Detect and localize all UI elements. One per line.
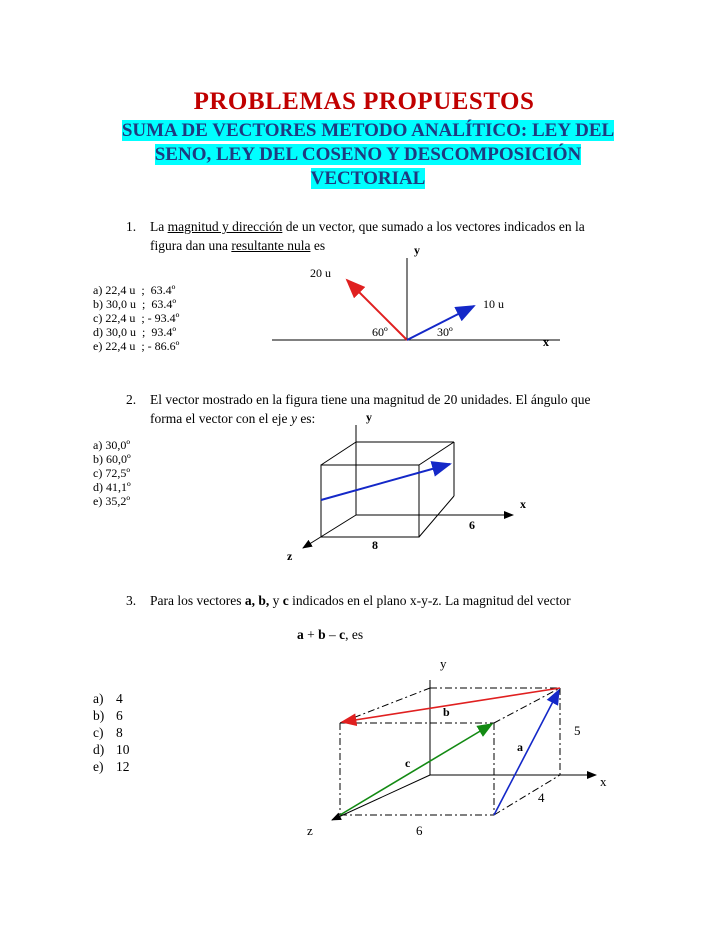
q3-text: indicados en el plano x-y-z. La magnitud del vector (288, 593, 571, 608)
q3-label-x: x (600, 774, 607, 789)
q1-underlined-resultante: resultante nula (231, 238, 311, 253)
q1-text: de un vector, que sumado a los vectores indicados en la (282, 219, 585, 234)
page-title: PROBLEMAS PROPUESTOS (193, 88, 535, 115)
q3-text: Para los vectores (150, 593, 245, 608)
q3-option-value: 8 (116, 725, 123, 740)
q1-label-60deg: 60º (372, 325, 388, 339)
q3-option-d[interactable] (93, 741, 130, 758)
q2-text: es: (296, 411, 316, 426)
q3-option-letter: b) (93, 708, 105, 723)
q1-option-a[interactable]: a) 22,4 u ; 63.4º (93, 283, 176, 297)
q2-label-x: x (520, 497, 526, 511)
q1-label-x: x (543, 335, 549, 349)
q3-expr-a: a (297, 627, 304, 642)
q1-option-b[interactable]: b) 30,0 u ; 63.4º (93, 297, 177, 311)
q3-option-c[interactable] (93, 724, 130, 741)
q2-text-line2 (150, 409, 315, 429)
q2-option-b[interactable]: b) 60,0º (93, 452, 131, 466)
q2-vector (321, 464, 450, 500)
q2-option-c[interactable]: c) 72,5º (93, 466, 131, 480)
q2-option-e[interactable]: e) 35,2º (93, 494, 131, 508)
subtitle: SUMA DE VECTORES METODO ANALÍTICO: LEY DEL SENO, LEY DEL COSENO Y DESCOMPOSICIÓN VECTORIAL (121, 120, 615, 189)
q3-options (93, 690, 130, 775)
q3-expr-es: , es (345, 627, 364, 642)
q3-option-letter: e) (93, 759, 104, 774)
q3-option-value: 10 (116, 742, 130, 757)
q1-option-c[interactable]: c) 22,4 u ; - 93.4º (93, 311, 180, 325)
q1-text: figura dan una (150, 238, 232, 253)
q3-text: y (269, 593, 283, 608)
q3-label-6: 6 (416, 823, 423, 838)
q3-vector-b (342, 688, 560, 722)
q3-expression (297, 625, 363, 645)
q3-option-letter: d) (93, 742, 105, 757)
q3-option-value: 4 (116, 691, 123, 706)
q2-label-8: 8 (372, 538, 378, 552)
q3-z-axis (332, 775, 430, 820)
q1-underlined-magnitude: magnitud y dirección (167, 219, 283, 234)
q3-option-b[interactable] (93, 707, 130, 724)
q3-expr-c: c (339, 627, 346, 642)
q3-expr-b: b (318, 627, 326, 642)
q3-bold-ab: a, b, (244, 593, 270, 608)
q1-option-e[interactable]: e) 22,4 u ; - 86.6º (93, 339, 180, 353)
q3-number: 3. (126, 593, 137, 608)
q2-option-d[interactable]: d) 41,1º (93, 480, 131, 494)
q3-option-value: 12 (116, 759, 130, 774)
q2-label-6: 6 (469, 518, 475, 532)
q3-expr-plus: + (303, 627, 319, 642)
q1-text: es (310, 238, 326, 253)
q3-vector-c (340, 724, 492, 815)
q3-label-4: 4 (538, 790, 545, 805)
q2-box (321, 441, 454, 537)
q1-option-d[interactable]: d) 30,0 u ; 93.4º (93, 325, 177, 339)
q3-text-line1 (150, 591, 571, 611)
q1-number: 1. (126, 219, 137, 234)
q3-vector-a (494, 690, 559, 815)
q3-label-a: a (517, 740, 523, 754)
q3-option-a[interactable] (93, 690, 130, 707)
q3-bold-c: c (282, 593, 289, 608)
q2-label-y: y (366, 410, 372, 424)
q2-text: forma el vector con el eje (150, 411, 291, 426)
q3-label-z: z (307, 823, 313, 838)
q3-label-c: c (405, 756, 411, 770)
q3-expr-minus: – (325, 627, 340, 642)
q1-label-y: y (414, 243, 420, 257)
q3-label-b: b (443, 705, 450, 719)
q2-options (93, 438, 131, 508)
q3-option-value: 6 (116, 708, 123, 723)
q2-text-line1: El vector mostrado en la figura tiene una magnitud de 20 unidades. El ángulo que (150, 392, 591, 407)
q1-label-20u: 20 u (310, 266, 331, 280)
q2-option-a[interactable]: a) 30,0º (93, 438, 131, 452)
q1-text: La (150, 219, 168, 234)
q3-option-letter: a) (93, 691, 104, 706)
q2-z-axis (303, 515, 356, 548)
q3-label-5: 5 (574, 723, 581, 738)
q1-label-10u: 10 u (483, 297, 504, 311)
q3-option-letter: c) (93, 725, 104, 740)
q2-number: 2. (126, 392, 137, 407)
q1-label-30deg: 30º (437, 325, 453, 339)
q2-italic-y: y (290, 411, 297, 426)
q3-label-y: y (440, 656, 447, 671)
q3-option-e[interactable] (93, 758, 130, 775)
q2-label-z: z (287, 549, 293, 563)
